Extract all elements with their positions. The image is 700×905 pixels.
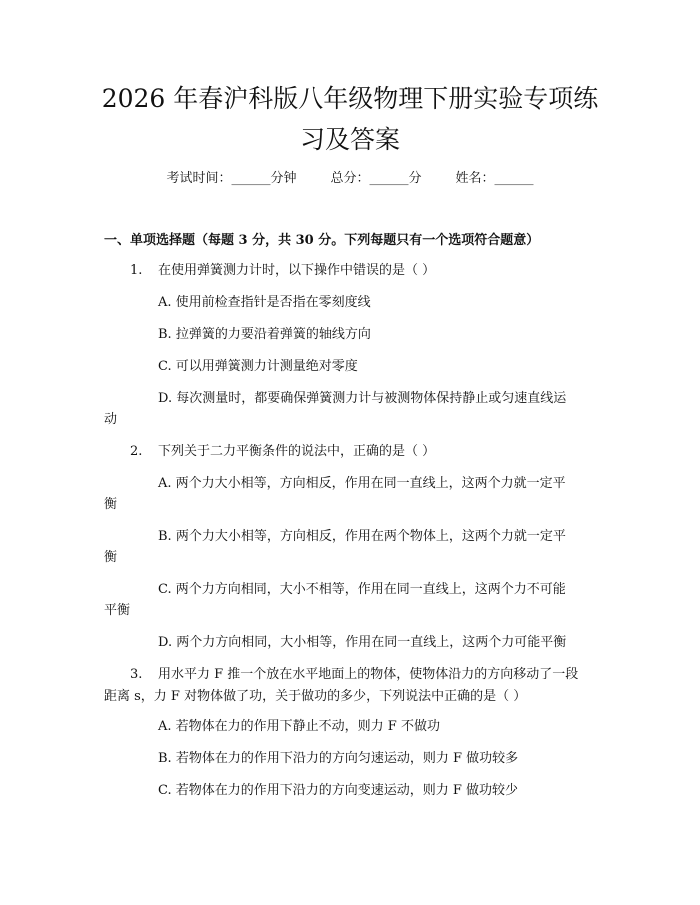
total-score: 总分：______分 [330,171,422,186]
question-2-option-c-wrap: 平衡 [104,603,131,618]
question-3-option-b: B. 若物体在力的作用下沿力的方向匀速运动，则力 F 做功较多 [158,751,519,766]
question-1-option-d: D. 每次测量时，都要确保弹簧测力计与被测物体保持静止或匀速直线运 [158,391,567,406]
question-1-stem [130,262,435,280]
question-1-option-a: A. 使用前检查指针是否指在零刻度线 [158,295,371,310]
question-2-text: 下列关于二力平衡条件的说法中，正确的是（ ） [158,444,436,459]
question-1-option-b: B. 拉弹簧的力要沿着弹簧的轴线方向 [158,327,371,342]
exam-meta-row [0,167,700,186]
question-1-option-c: C. 可以用弹簧测力计测量绝对零度 [158,359,358,374]
question-3-option-c: C. 若物体在力的作用下沿力的方向变速运动，则力 F 做功较少 [158,783,519,798]
question-2-number: 2. [130,444,143,459]
question-3-option-a: A. 若物体在力的作用下静止不动，则力 F 不做功 [158,719,440,734]
question-1-text: 在使用弹簧测力计时，以下操作中错误的是（ ） [158,263,436,278]
question-3-number: 3. [130,667,143,682]
question-2-option-a-wrap: 衡 [104,497,118,512]
question-2-option-a: A. 两个力大小相等，方向相反，作用在同一直线上，这两个力就一定平 [158,476,566,491]
question-2-option-b-wrap: 衡 [104,550,118,565]
question-2-option-c: C. 两个力方向相同，大小不相等，作用在同一直线上，这两个力不可能 [158,582,566,597]
title-line-2: 习及答案 [299,125,400,154]
question-2-option-d: D. 两个力方向相同，大小相等，作用在同一直线上，这两个力可能平衡 [158,635,567,650]
question-3-stem [130,666,578,684]
question-1-number: 1. [130,263,143,278]
student-name: 姓名：______ [455,171,534,186]
question-3-text: 用水平力 F 推一个放在水平地面上的物体，使物体沿力的方向移动了一段 [158,667,579,682]
question-1-option-d-wrap: 动 [104,412,118,427]
question-2-option-b: B. 两个力大小相等，方向相反，作用在两个物体上，这两个力就一定平 [158,529,566,544]
title-line-1: 2026 年春沪科版八年级物理下册实验专项练 [101,84,599,113]
exam-time: 考试时间：______分钟 [166,171,297,186]
question-3-stem-wrap: 距离 s，力 F 对物体做了功，关于做功的多少，下列说法中正确的是（ ） [104,689,527,704]
question-2-stem [130,443,435,461]
section-heading: 一、单项选择题（每题 3 分，共 30 分。下列每题只有一个选项符合题意） [104,233,540,248]
document-title [0,78,700,160]
